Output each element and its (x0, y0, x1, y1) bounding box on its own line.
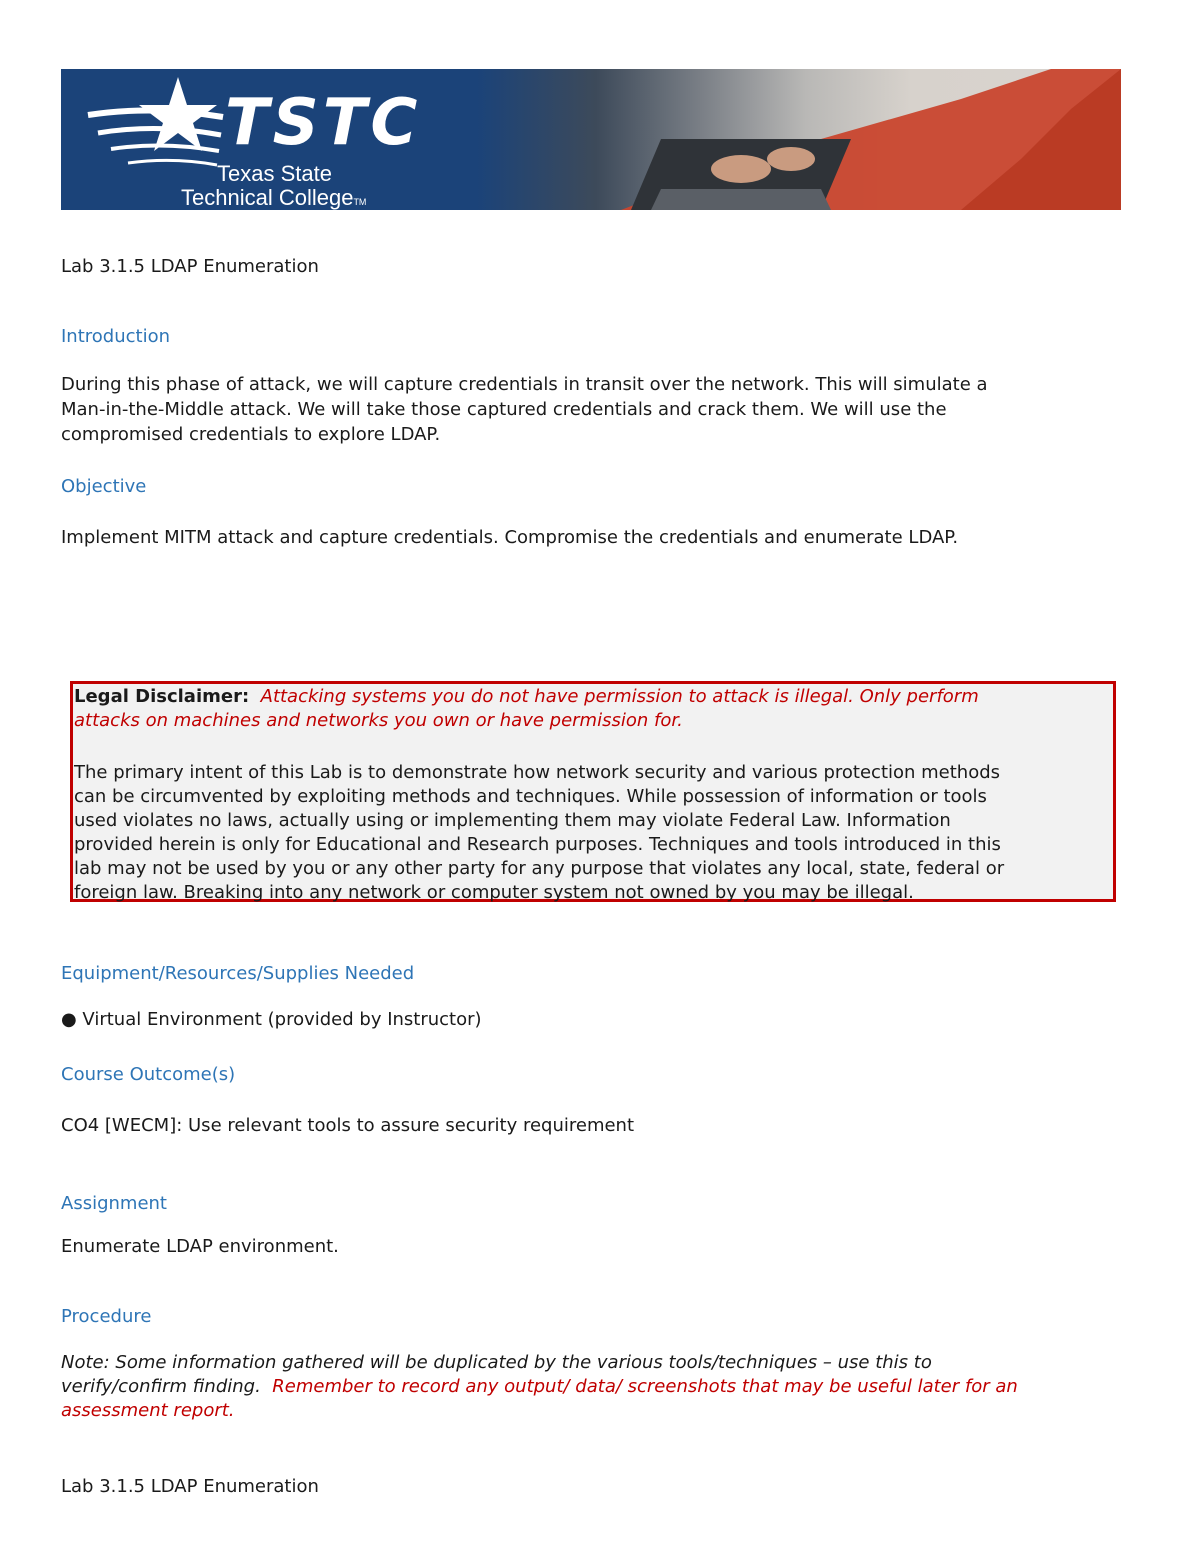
objective-heading: Objective (61, 476, 147, 497)
spacer (74, 733, 1113, 761)
logo-line2 (181, 187, 366, 209)
introduction-line: compromised credentials to explore LDAP. (61, 424, 441, 445)
logo-line2-text: Technical College (181, 185, 354, 210)
disclaimer-body-line: foreign law. Breaking into any network or computer system not owned by you may be illegal. (74, 882, 914, 903)
legal-disclaimer-box (70, 681, 1116, 902)
introduction-heading: Introduction (61, 326, 171, 347)
procedure-note-line: Note: Some information gathered will be duplicated by the various tools/techniques – use this to (61, 1352, 932, 1373)
procedure-heading: Procedure (61, 1306, 152, 1327)
tstc-banner (61, 69, 1121, 210)
course-outcome-text: CO4 [WECM]: Use relevant tools to assure security requirement (61, 1115, 635, 1136)
lab-title: Lab 3.1.5 LDAP Enumeration (61, 256, 319, 277)
disclaimer-body-line: provided herein is only for Educational and Research purposes. Techniques and tools introduced in this (74, 834, 1001, 855)
disclaimer-body-line: can be circumvented by exploiting methods and techniques. While possession of information or tools (74, 786, 987, 807)
assignment-text: Enumerate LDAP environment. (61, 1236, 339, 1257)
assignment-heading: Assignment (61, 1193, 167, 1214)
disclaimer-warning: Attacking systems you do not have permission to attack is illegal. Only perform (260, 686, 979, 707)
logo-line1: Texas State (217, 161, 332, 186)
disclaimer-warning: attacks on machines and networks you own or have permission for. (74, 710, 683, 731)
introduction-line: During this phase of attack, we will capture credentials in transit over the network. This will simulate a (61, 374, 988, 395)
procedure-note-text: verify/confirm finding. (61, 1376, 261, 1397)
procedure-reminder: Remember to record any output/ data/ screenshots that may be useful later for an (272, 1376, 1018, 1397)
introduction-line: Man-in-the-Middle attack. We will take those captured credentials and crack them. We will use the (61, 399, 947, 420)
procedure-note-line (61, 1375, 1121, 1399)
procedure-reminder: assessment report. (61, 1400, 235, 1421)
equipment-heading: Equipment/Resources/Supplies Needed (61, 963, 415, 984)
logo-wordmark: TSTC (225, 86, 422, 160)
logo-trademark: TM (353, 197, 367, 207)
disclaimer-body-line: lab may not be used by you or any other party for any purpose that violates any local, state, federal or (74, 858, 1005, 879)
disclaimer-line (74, 685, 1113, 709)
introduction-text (61, 372, 1121, 447)
disclaimer-label: Legal Disclaimer: (74, 686, 250, 707)
disclaimer-body-line: used violates no laws, actually using or implementing them may violate Federal Law. Information (74, 810, 951, 831)
laptop-graphic (621, 129, 881, 210)
disclaimer-body-line: The primary intent of this Lab is to demonstrate how network security and various protection methods (74, 762, 1001, 783)
tstc-logo (83, 75, 443, 210)
footer-title: Lab 3.1.5 LDAP Enumeration (61, 1476, 319, 1497)
course-outcome-heading: Course Outcome(s) (61, 1064, 236, 1085)
equipment-item: ● Virtual Environment (provided by Instructor) (61, 1009, 482, 1030)
objective-text: Implement MITM attack and capture credentials. Compromise the credentials and enumerate LDAP. (61, 527, 959, 548)
procedure-note (61, 1351, 1121, 1423)
